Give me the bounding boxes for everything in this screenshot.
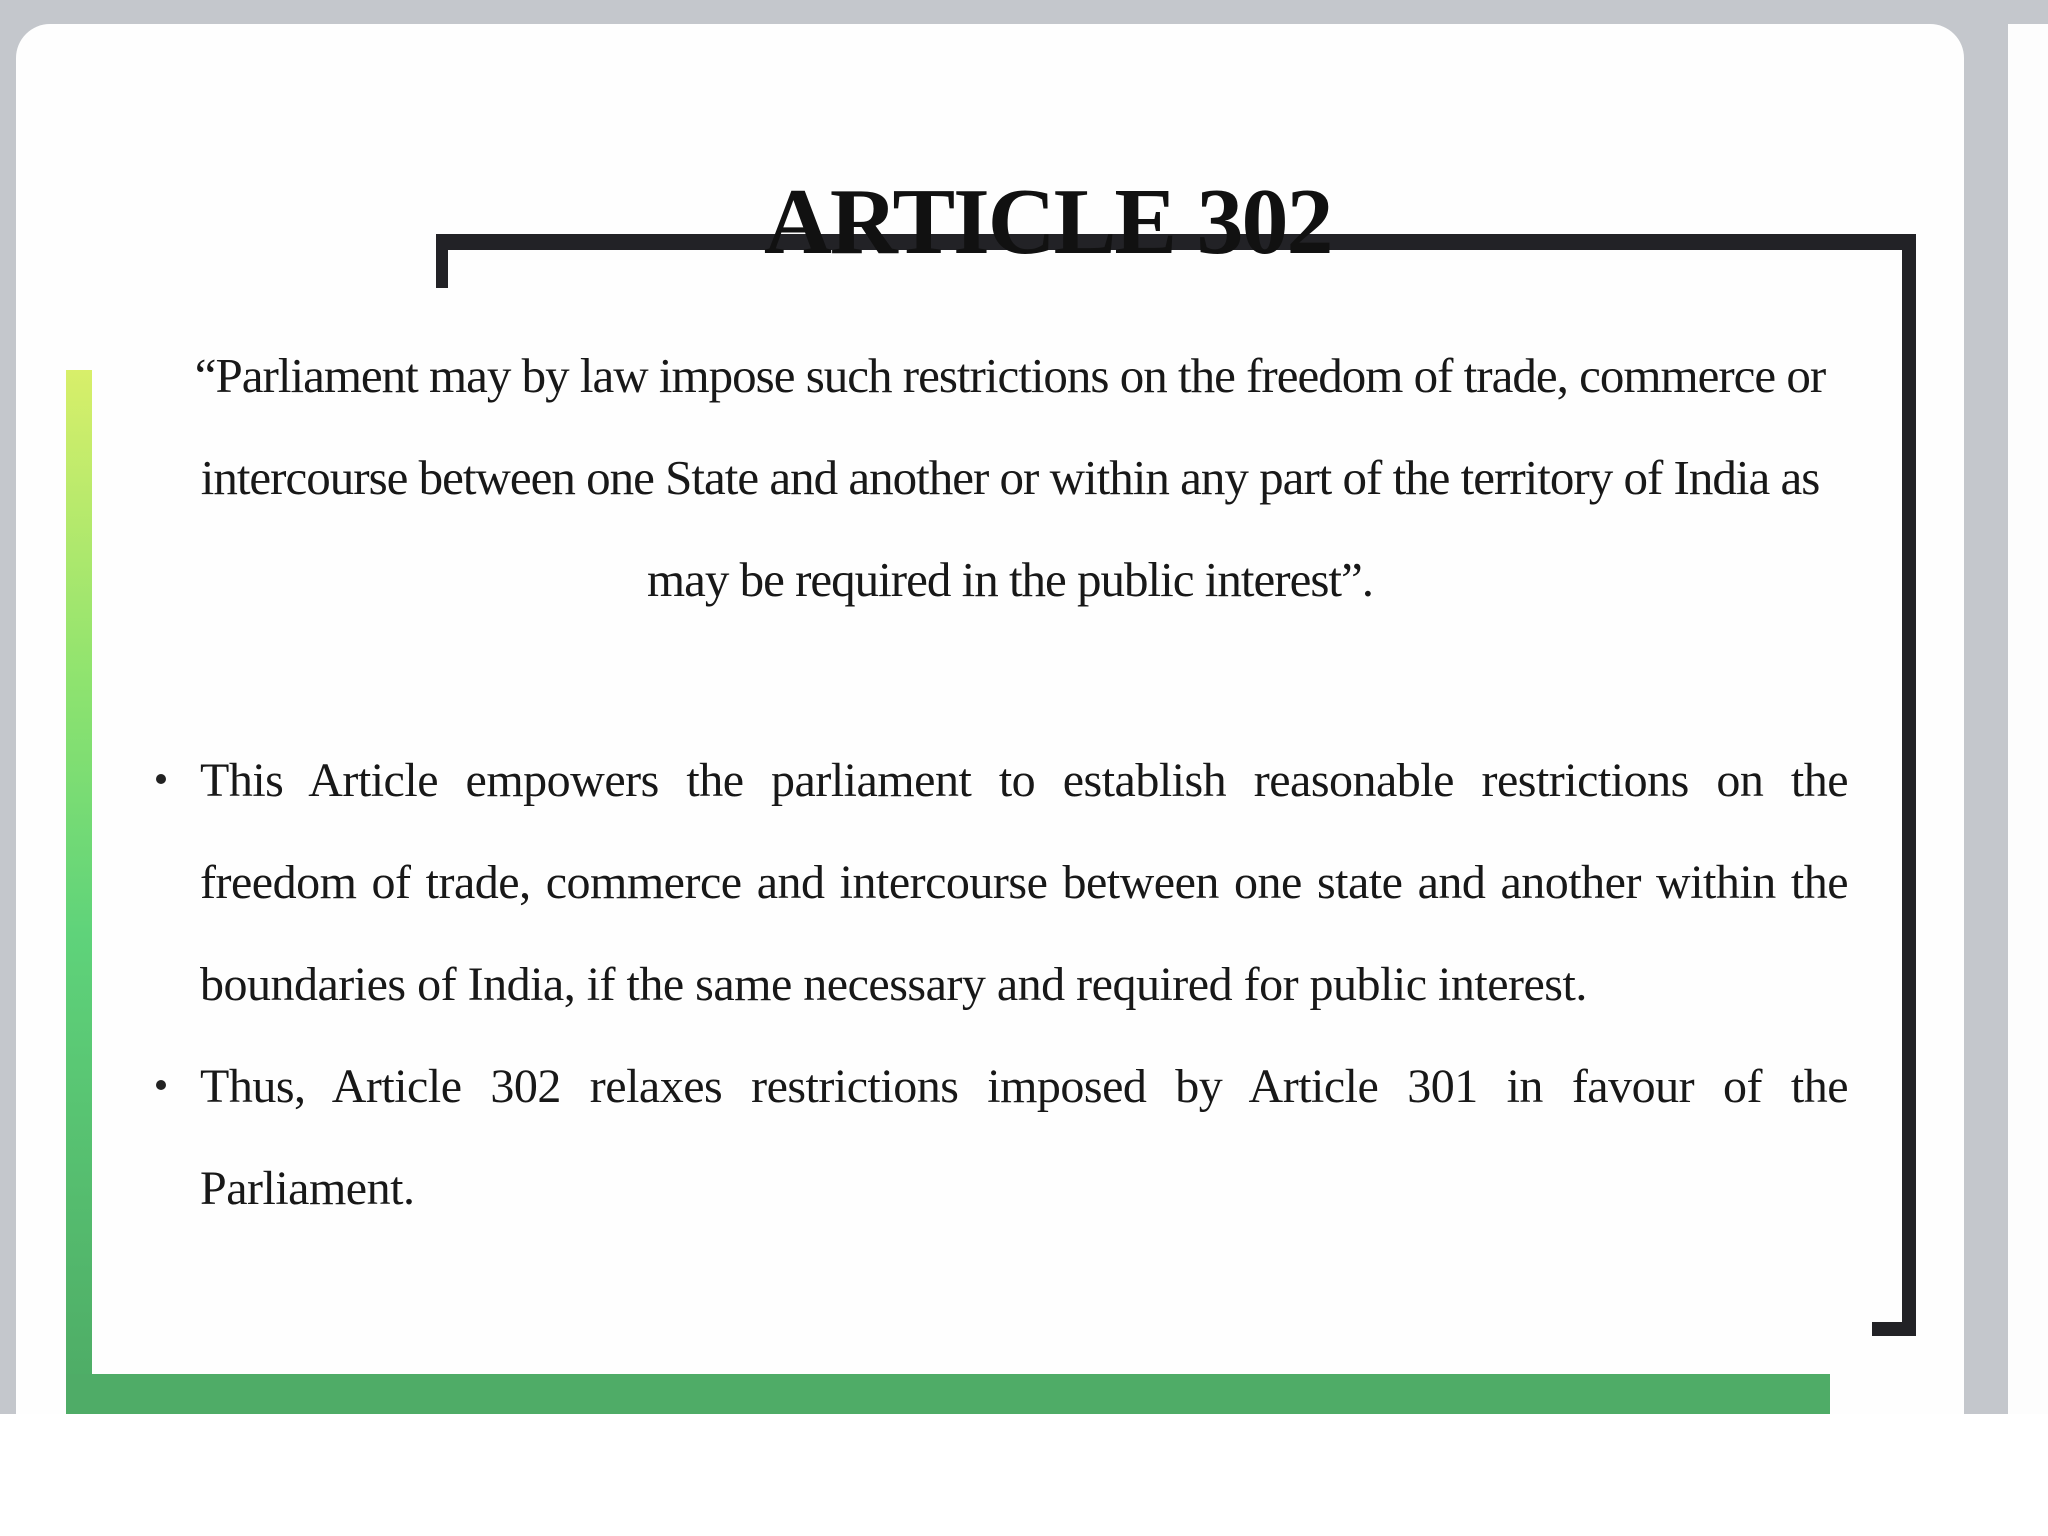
bullet-dot-icon: [156, 1080, 166, 1090]
bullet-dot-icon: [156, 774, 166, 784]
article-quote: “Parliament may by law impose such restrictions on the freedom of trade, commerce or intercourse between one State and another or within any part of the territory of India as may be required in the public interest”.: [194, 348, 1826, 607]
green-bottom-accent: [66, 1374, 1830, 1414]
explanation-text: This Article empowers the parliament to establish reasonable restrictions on the freedom of trade, commerce and intercourse between one state and another within the boundaries of India, if the same necessary and required for public interest.: [200, 754, 1848, 1011]
frame-bottom-corner: [1872, 1322, 1916, 1336]
bottom-blank-area: [0, 1414, 2048, 1536]
frame-left-corner: [436, 234, 448, 288]
article-title: ARTICLE 302: [764, 169, 1332, 274]
explanation-item-relaxes-restrictions: [148, 1036, 1848, 1240]
green-vertical-accent: [66, 370, 92, 1414]
frame-right-line: [1902, 234, 1916, 1336]
explanation-text: Thus, Article 302 relaxes restrictions imposed by Article 301 in favour of the Parliament.: [200, 1060, 1848, 1215]
right-side-panel: [2008, 24, 2048, 1414]
explanation-item-empowers-parliament: [148, 730, 1848, 1036]
explanation-list: [148, 730, 1848, 1240]
